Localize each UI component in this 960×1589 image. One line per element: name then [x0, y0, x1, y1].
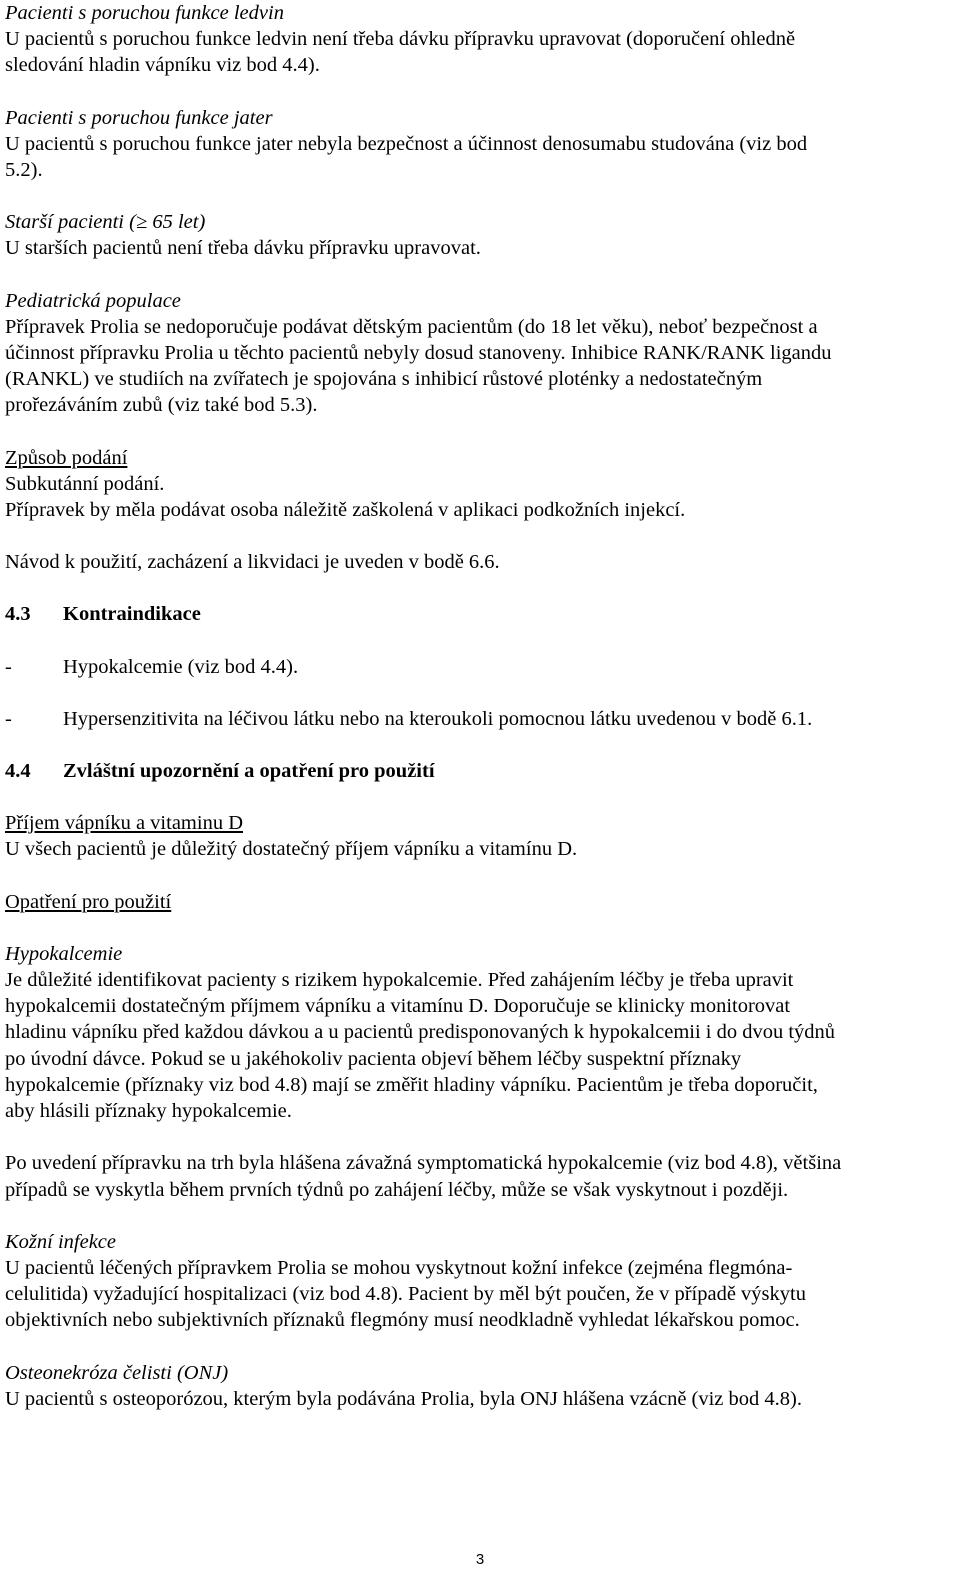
subsection-title: Kožní infekce: [5, 1230, 117, 1253]
section-title: Pacienti s poruchou funkce jater: [5, 106, 273, 129]
section-pediatric: [5, 288, 950, 419]
text-line: po úvodní dávce. Pokud se u jakéhokoliv pacienta objeví během léčby suspektní příznaky: [5, 1047, 742, 1070]
text-line: Subkutánní podání.: [5, 472, 165, 495]
text-line: případů se vyskytla během prvních týdnů po zahájení léčby, může se však vyskytnout i později.: [5, 1178, 789, 1201]
text-line: hypokalcemie (příznaky viz bod 4.8) mají se změřit hladiny vápníku. Pacientům je třeba doporučit,: [5, 1073, 818, 1096]
text-line: Po uvedení přípravku na trh byla hlášena závažná symptomatická hypokalcemie (viz bod 4.8), většina: [5, 1152, 842, 1175]
text-line: objektivních nebo subjektivních příznaků flegmóny musí neodkladně vyhledat lékařskou pomoc.: [5, 1309, 800, 1332]
subsection-title: Opatření pro použití: [5, 890, 172, 913]
text-line: U pacientů léčených přípravkem Prolia se mohou vyskytnout kožní infekce (zejména flegmóna-: [5, 1256, 793, 1279]
subsection-title: Hypokalcemie: [5, 942, 123, 965]
list-item: [5, 654, 950, 680]
text-line: aby hlásili příznaky hypokalcemie.: [5, 1100, 292, 1123]
text-line: celulitida) vyžadující hospitalizaci (viz bod 4.8). Pacient by měl být poučen, že v případě výskytu: [5, 1283, 806, 1306]
text-line: hladinu vápníku před každou dávkou a u pacientů predisponovaných k hypokalcemii i do dvou týdnů: [5, 1021, 836, 1044]
text-line: U starších pacientů není třeba dávku přípravku upravovat.: [5, 237, 481, 260]
section-warnings: [5, 758, 950, 1412]
section-number: 4.4: [5, 760, 31, 783]
text-line: hypokalcemii dostatečným příjmem vápníku a vitamínu D. Doporučuje se klinicky monitorovat: [5, 995, 791, 1018]
section-renal-impairment: [5, 0, 950, 79]
section-title: Pacienti s poruchou funkce ledvin: [5, 2, 284, 24]
text-line: prořezáváním zubů (viz také bod 5.3).: [5, 394, 318, 417]
subsection-title: Příjem vápníku a vitaminu D: [5, 812, 243, 835]
section-contraindications: [5, 601, 950, 732]
page-number: 3: [475, 1551, 485, 1568]
section-heading-text: Kontraindikace: [63, 603, 201, 626]
section-heading: [5, 601, 950, 627]
list-item-text: Hypersenzitivita na léčivou látku nebo na kteroukoli pomocnou látku uvedenou v bodě 6.1.: [63, 707, 813, 730]
section-title: Pediatrická populace: [5, 289, 181, 312]
text-line: sledování hladin vápníku viz bod 4.4).: [5, 54, 320, 77]
text-line: 5.2).: [5, 159, 43, 182]
section-elderly: [5, 209, 950, 261]
list-item-text: Hypokalcemie (viz bod 4.4).: [63, 655, 299, 678]
section-administration: [5, 445, 950, 576]
list-dash: -: [5, 707, 12, 730]
text-line: U pacientů s poruchou funkce ledvin není třeba dávku přípravku upravovat (doporučení ohledně: [5, 28, 796, 51]
text-line: Přípravek by měla podávat osoba náležitě zaškolená v aplikaci podkožních injekcí.: [5, 499, 686, 522]
text-line: U pacientů s osteoporózou, kterým byla podávána Prolia, byla ONJ hlášena vzácně (viz bod 4.8).: [5, 1387, 802, 1410]
list-dash: -: [5, 655, 12, 678]
subsection-title: Osteonekróza čelisti (ONJ): [5, 1361, 229, 1384]
text-line: Přípravek Prolia se nedoporučuje podávat dětským pacientům (do 18 let věku), neboť bezpečnost a: [5, 315, 818, 338]
section-title: Starší pacienti (≥ 65 let): [5, 211, 206, 234]
text-line: U pacientů s poruchou funkce jater nebyla bezpečnost a účinnost denosumabu studována (viz bod: [5, 132, 808, 155]
text-line: U všech pacientů je důležitý dostatečný příjem vápníku a vitamínu D.: [5, 838, 578, 861]
text-line: (RANKL) ve studiích na zvířatech je spojována s inhibicí růstové ploténky a nedostatečným: [5, 368, 763, 391]
text-line: Návod k použití, zacházení a likvidaci je uveden v bodě 6.6.: [5, 551, 500, 574]
section-heading-text: Zvláštní upozornění a opatření pro použití: [63, 760, 435, 783]
text-line: účinnost přípravku Prolia u těchto pacientů nebyly dosud stanoveny. Inhibice RANK/RANK ligandu: [5, 342, 832, 365]
section-heading: [5, 758, 950, 784]
section-number: 4.3: [5, 603, 31, 626]
section-hepatic-impairment: [5, 105, 950, 184]
document-page: [5, 0, 950, 1412]
list-item: [5, 706, 950, 732]
section-title: Způsob podání: [5, 446, 128, 469]
text-line: Je důležité identifikovat pacienty s rizikem hypokalcemie. Před zahájením léčby je třeba upravit: [5, 969, 794, 992]
